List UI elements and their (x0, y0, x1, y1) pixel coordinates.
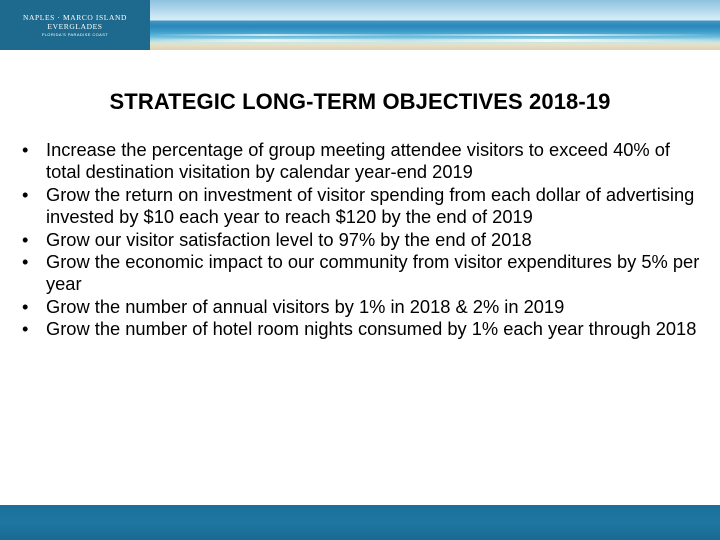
objective-text: Increase the percentage of group meeting attendee visitors to exceed 40% of total destination visitation by calendar year-end 2019 (46, 139, 670, 183)
bullet-icon: • (22, 228, 29, 250)
footer-bar (0, 505, 720, 540)
objective-item-advertising-roi (22, 184, 702, 229)
slide-title: STRATEGIC LONG-TERM OBJECTIVES 2018-19 (109, 89, 611, 114)
bullet-icon: • (22, 139, 29, 160)
bullet-icon: • (22, 183, 29, 205)
wave-line (150, 39, 720, 42)
bullet-icon: • (22, 318, 29, 340)
objective-text: Grow the return on investment of visitor spending from each dollar of advertising invested by $10 each year to reach $120 by the end of 2019 (46, 183, 695, 228)
bullet-icon: • (22, 295, 29, 317)
objective-text: Grow the number of annual visitors by 1% in 2018 & 2% in 2019 (46, 295, 565, 317)
beach-photo (150, 0, 720, 50)
logo-line-naples-marco-island: NAPLES · MARCO ISLAND (22, 12, 128, 22)
logo-line-everglades: EVERGLADES (47, 21, 103, 31)
header-banner (0, 0, 720, 50)
brand-logo (0, 0, 150, 50)
objective-text: Grow our visitor satisfaction level to 97% by the end of 2018 (46, 228, 532, 250)
objective-text: Grow the number of hotel room nights consumed by 1% each year through 2018 (46, 318, 697, 340)
logo-tagline: FLORIDA'S PARADISE COAST (41, 31, 109, 37)
objective-item-group-meetings (22, 139, 702, 184)
objective-item-hotel-room-nights (22, 318, 702, 340)
objective-item-visitor-satisfaction (22, 229, 702, 251)
objective-item-economic-impact (22, 251, 702, 296)
wave-line (150, 34, 720, 36)
objective-item-annual-visitors (22, 296, 702, 318)
objective-text: Grow the economic impact to our community from visitor expenditures by 5% per year (46, 251, 700, 295)
objectives-list (22, 139, 702, 341)
bullet-icon: • (22, 251, 29, 273)
